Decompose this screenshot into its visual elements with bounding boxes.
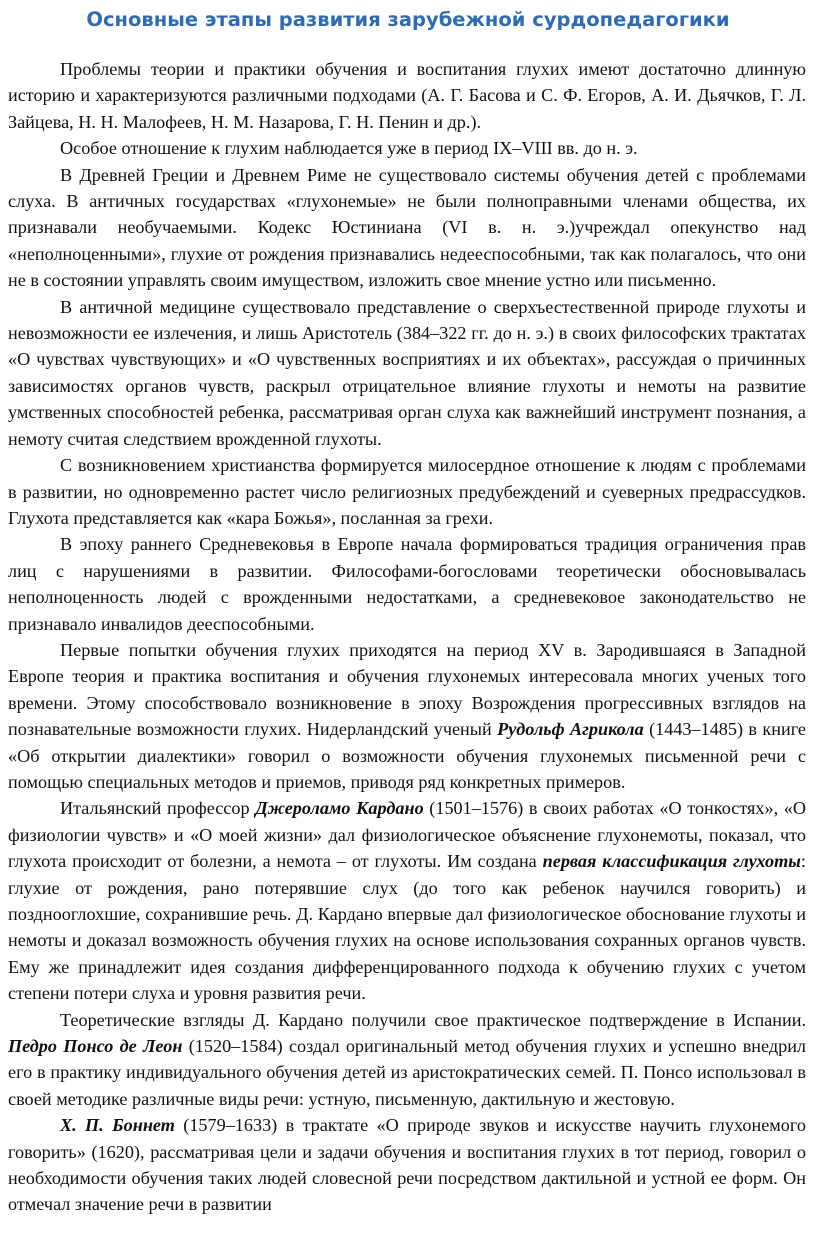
page-title: Основные этапы развития зарубежной сурдопедагогики [86,8,730,31]
paragraph [8,162,806,294]
paragraph-text: В эпоху раннего Средневековья в Европе начала формироваться традиция ограничения прав лиц с нарушениями в развитии. Философами-богословами теоретически обосновывалась неполноценность людей с врожденными недостатками, а средневековое законодательство не признавало инвалидов дееспособными. [8,534,806,634]
paragraph-text: С возникновением христианства формируется милосердное отношение к людям с проблемами в развитии, но одновременно растет число религиозных предубеждений и суеверных предрассудков. Глухота представляется как «кара Божья», посланная за грехи. [8,455,806,528]
paragraph [8,637,806,795]
document-body [8,56,806,1218]
paragraph-text: Проблемы теории и практики обучения и воспитания глухих имеют достаточно длинную историю и характеризуются различными подходами (А. Г. Басова и С. Ф. Егоров, А. И. Дьячков, Г. Л. Зайцева, Н. Н. Малофеев, Н. М. Назарова, Г. Н. Пенин и др.). [8,59,806,132]
paragraph-text: (1501–1576) в своих работах «О тонкостях», «О физиологии чувств» и «О моей жизни» дал физиологическое объяснение глухонемоты, показал, что глухота происходит от болезни, а немота – от глухоты. Им создана [8,798,806,872]
paragraph [8,135,806,161]
emphasized-name: первая классификация глухоты [542,851,801,872]
paragraph-text: Первые попытки обучения глухих приходятся на период XV в. Зародившаяся в Западной Европе теория и практика воспитания и обучения глухонемых интересовала многих ученых того времени. Этому способствовало возникновение в эпоху Возрождения прогрессивных взглядов на познавательные возможности глухих. Нидерландский ученый [8,639,806,740]
paragraph-text: Особое отношение к глухим наблюдается уже в период IX–VIII вв. до н. э. [60,138,638,159]
paragraph [8,294,806,452]
paragraph [8,1007,806,1113]
paragraph [8,531,806,637]
paragraph-text: : глухие от рождения, рано потерявшие слух (до того как ребенок научился говорить) и позднооглохшие, сохранившие речь. Д. Кардано впервые дал физиологическое обоснование глухоты и немоты и доказал возможность обучения глухих на основе использования сохранных органов чувств. Ему же принадлежит идея создания дифференцированного подхода к обучению глухих с учетом степени потери слуха и уровня развития речи. [8,851,806,1004]
emphasized-name: Х. П. Боннет [60,1115,175,1136]
paragraph-text: Итальянский профессор [60,798,256,819]
emphasized-name: Джероламо Кардано [255,798,424,819]
emphasized-name: Педро Понсо де Леон [8,1036,183,1057]
paragraph-text: (1520–1584) создал оригинальный метод обучения глухих и успешно внедрил его в практику индивидуального обучения детей из аристократических семей. П. Понсо использовал в своей методике различные виды речи: устную, письменную, дактильную и жестовую. [8,1036,806,1109]
paragraph-text: (1579–1633) в трактате «О природе звуков и искусстве научить глухонемого говорить» (1620), рассматривая цели и задачи обучения и воспитания глухих в тот период, говорил о необходимости обучения таких людей словесной речи посредством дактильной и устной ее форм. Он отмечал значение речи в развитии [8,1115,806,1215]
paragraph [8,56,806,135]
paragraph [8,795,806,1006]
paragraph-text: (1443–1485) в книге «Об открытии диалектики» говорил о возможности обучения глухонемых письменной речи с помощью специальных методов и приемов, приводя ряд конкретных примеров. [8,719,807,792]
emphasized-name: Рудольф Агрикола [497,719,644,740]
paragraph [8,452,806,531]
paragraph-text: В античной медицине существовало представление о сверхъестественной природе глухоты и невозможности ее излечения, и лишь Аристотель (384–322 гг. до н. э.) в своих философских трактатах «О чувствах чувствующих» и «О чувственных восприятиях и их объектах», рассуждая о причинных зависимостях органов чувств, раскрыл отрицательное влияние глухоты и немоты на развитие умственных способностей ребенка, рассматривая орган слуха как важнейший инструмент познания, а немоту считая следствием врожденной глухоты. [8,296,806,449]
paragraph-text: Теоретические взгляды Д. Кардано получили свое практическое подтверждение в Испании. [60,1009,806,1030]
paragraph-text: В Древней Греции и Древнем Риме не существовало системы обучения детей с проблемами слуха. В античных государствах «глухонемые» не были полноправными членами общества, их признавали необучаемыми. Кодекс Юстиниана (VI в. н. э.)учреждал опекунство над «неполноценными», глухие от рождения признавались недееспособными, так как полагалось, что они не в состоянии управлять своим имуществом, изложить свое мнение устно или письменно. [8,164,806,291]
paragraph [8,1112,806,1218]
